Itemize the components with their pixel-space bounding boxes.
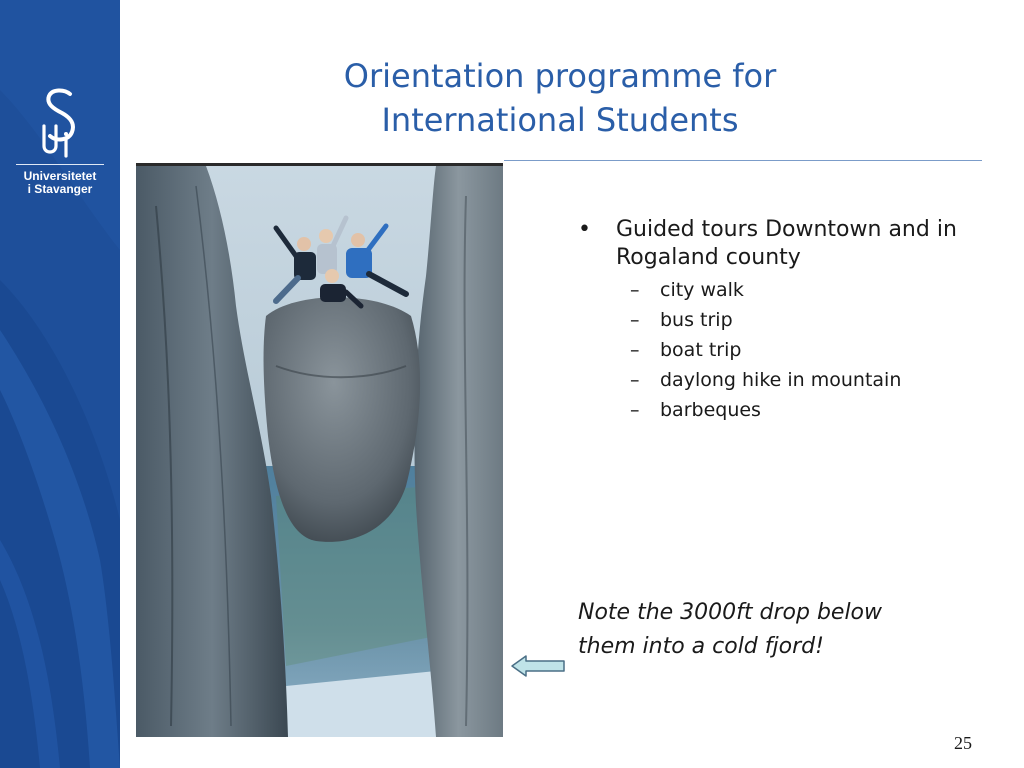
- photo-illustration: [136, 166, 503, 737]
- uis-logo-icon: [30, 88, 90, 160]
- university-name-line1: Universitetet: [23, 169, 97, 183]
- dash-marker: –: [630, 339, 640, 361]
- dash-marker: –: [630, 279, 640, 301]
- sub-bullet-item: [578, 365, 998, 395]
- sub-bullet-text: city walk: [660, 279, 744, 301]
- title-line-1: Orientation programme for: [343, 57, 777, 95]
- sub-bullet-item: [578, 305, 998, 335]
- university-logo: [10, 88, 110, 196]
- note-line-1: Note the 3000ft drop below: [578, 600, 883, 625]
- page-number: 25: [954, 733, 972, 753]
- note-line-2: them into a cold fjord!: [578, 634, 824, 659]
- slide-title: [230, 54, 890, 142]
- dash-marker: –: [630, 399, 640, 421]
- dash-marker: –: [630, 369, 640, 391]
- university-name-line2: i Stavanger: [27, 182, 93, 196]
- title-line-2: International Students: [381, 101, 739, 139]
- logo-divider: [16, 164, 104, 165]
- main-bullet: [578, 216, 998, 272]
- dash-marker: –: [630, 309, 640, 331]
- sub-bullet-text: boat trip: [660, 339, 742, 361]
- left-arrow-icon: [510, 653, 566, 679]
- bullet-list: [578, 216, 998, 425]
- sub-bullet-item: [578, 395, 998, 425]
- drop-note: [578, 596, 978, 664]
- sub-bullet-item: [578, 335, 998, 365]
- sub-bullet-text: daylong hike in mountain: [660, 369, 902, 391]
- main-bullet-text: Guided tours Downtown and in Rogaland county: [616, 217, 957, 270]
- kjeragbolten-photo: [136, 163, 503, 737]
- sub-bullet-list: [578, 275, 998, 425]
- sub-bullet-text: bus trip: [660, 309, 733, 331]
- sidebar-band: [0, 0, 120, 768]
- sub-bullet-item: [578, 275, 998, 305]
- bullet-marker: •: [578, 217, 591, 242]
- sub-bullet-text: barbeques: [660, 399, 761, 421]
- title-divider: [504, 160, 982, 161]
